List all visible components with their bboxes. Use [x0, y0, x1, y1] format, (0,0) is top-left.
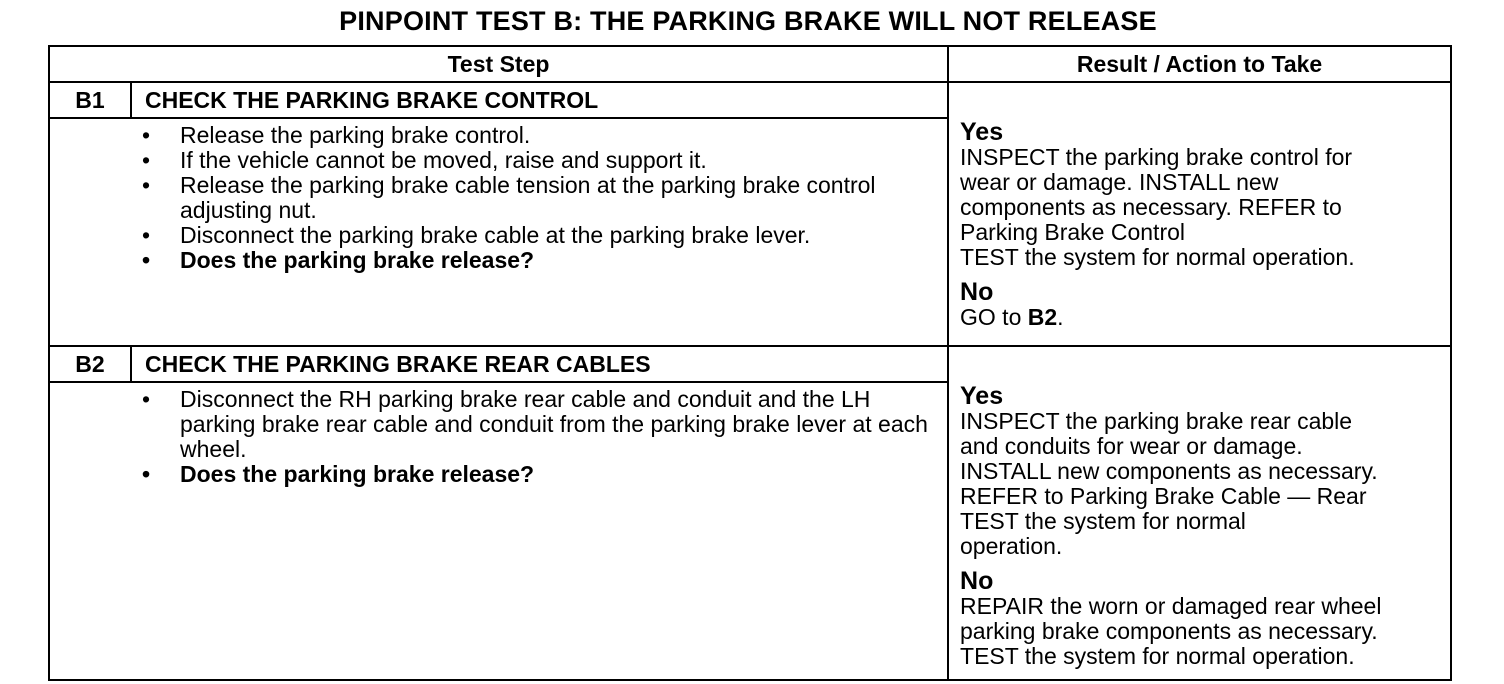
step-b2-question: • Does the parking brake release? [142, 462, 937, 487]
step-b1-title-row [49, 82, 1451, 118]
list-item: • Release the parking brake cable tension at the parking brake control adjusting nut. [142, 173, 937, 223]
step-b2-yes-line: INSPECT the parking brake rear cable [960, 408, 1353, 434]
pinpoint-test-table [48, 45, 1452, 681]
step-b2-yes-line: and conduits for wear or damage. [960, 433, 1303, 459]
step-b1-yes-text [960, 145, 1442, 270]
step-b2-no-line: REPAIR the worn or damaged rear wheel [960, 593, 1382, 619]
step-b2-no-text [960, 594, 1442, 669]
step-b2-yes-label: Yes [960, 382, 1004, 410]
table-header-row [49, 46, 1451, 82]
step-b2-no-line: parking brake components as necessary. [960, 618, 1378, 644]
step-b2-yes-text [960, 409, 1442, 559]
list-item: • If the vehicle cannot be moved, raise and support it. [142, 148, 937, 173]
list-item: • Disconnect the parking brake cable at the parking brake lever. [142, 223, 937, 248]
step-b1-yes-line: Parking Brake Control [960, 219, 1186, 245]
step-b1-yes-line: INSPECT the parking brake control for [960, 144, 1353, 170]
list-item: • Disconnect the RH parking brake rear cable and conduit and the LH parking brake rear cable and conduit from the parking brake lever at each wheel. [142, 387, 937, 462]
step-b1-yes-label: Yes [960, 118, 1004, 146]
page-title: PINPOINT TEST B: THE PARKING BRAKE WILL NOT RELEASE [339, 6, 1157, 36]
step-b1-yes-line: components as necessary. REFER to [960, 194, 1342, 220]
step-b1-no-label: No [960, 278, 994, 306]
step-b1-yes-line: wear or damage. INSTALL new [960, 169, 1279, 195]
step-b1-no-prefix: GO to [960, 304, 1028, 330]
step-b2-list [142, 387, 937, 487]
step-b2-instructions [49, 382, 948, 680]
step-b2-yes-line: operation. [960, 533, 1063, 559]
step-b2-title-row [49, 346, 1451, 382]
test-step-header: Test Step [49, 46, 948, 82]
list-item: • Release the parking brake control. [142, 123, 937, 148]
step-b1-list [142, 123, 937, 273]
step-b1-no-target: B2 [1027, 304, 1058, 330]
step-b2-yes-line: REFER to Parking Brake Cable — Rear [960, 483, 1367, 509]
step-b2-title: CHECK THE PARKING BRAKE REAR CABLES [131, 346, 948, 382]
step-b2-id: B2 [49, 346, 131, 382]
result-header: Result / Action to Take [948, 46, 1451, 82]
step-b1-yes-line: TEST the system for normal operation. [960, 244, 1355, 270]
step-b2-result [948, 346, 1451, 680]
step-b2-no-line: TEST the system for normal operation. [960, 643, 1355, 669]
step-b1-result [948, 82, 1451, 346]
step-b1-no-suffix: . [1057, 304, 1064, 330]
step-b1-instructions [49, 118, 948, 346]
step-b1-id: B1 [49, 82, 131, 118]
step-b2-yes-line: INSTALL new components as necessary. [960, 458, 1378, 484]
step-b1-no-text [960, 305, 1442, 330]
step-b2-yes-line: TEST the system for normal [960, 508, 1246, 534]
step-b1-question: • Does the parking brake release? [142, 248, 937, 273]
step-b1-title: CHECK THE PARKING BRAKE CONTROL [131, 82, 948, 118]
step-b2-no-label: No [960, 567, 994, 595]
